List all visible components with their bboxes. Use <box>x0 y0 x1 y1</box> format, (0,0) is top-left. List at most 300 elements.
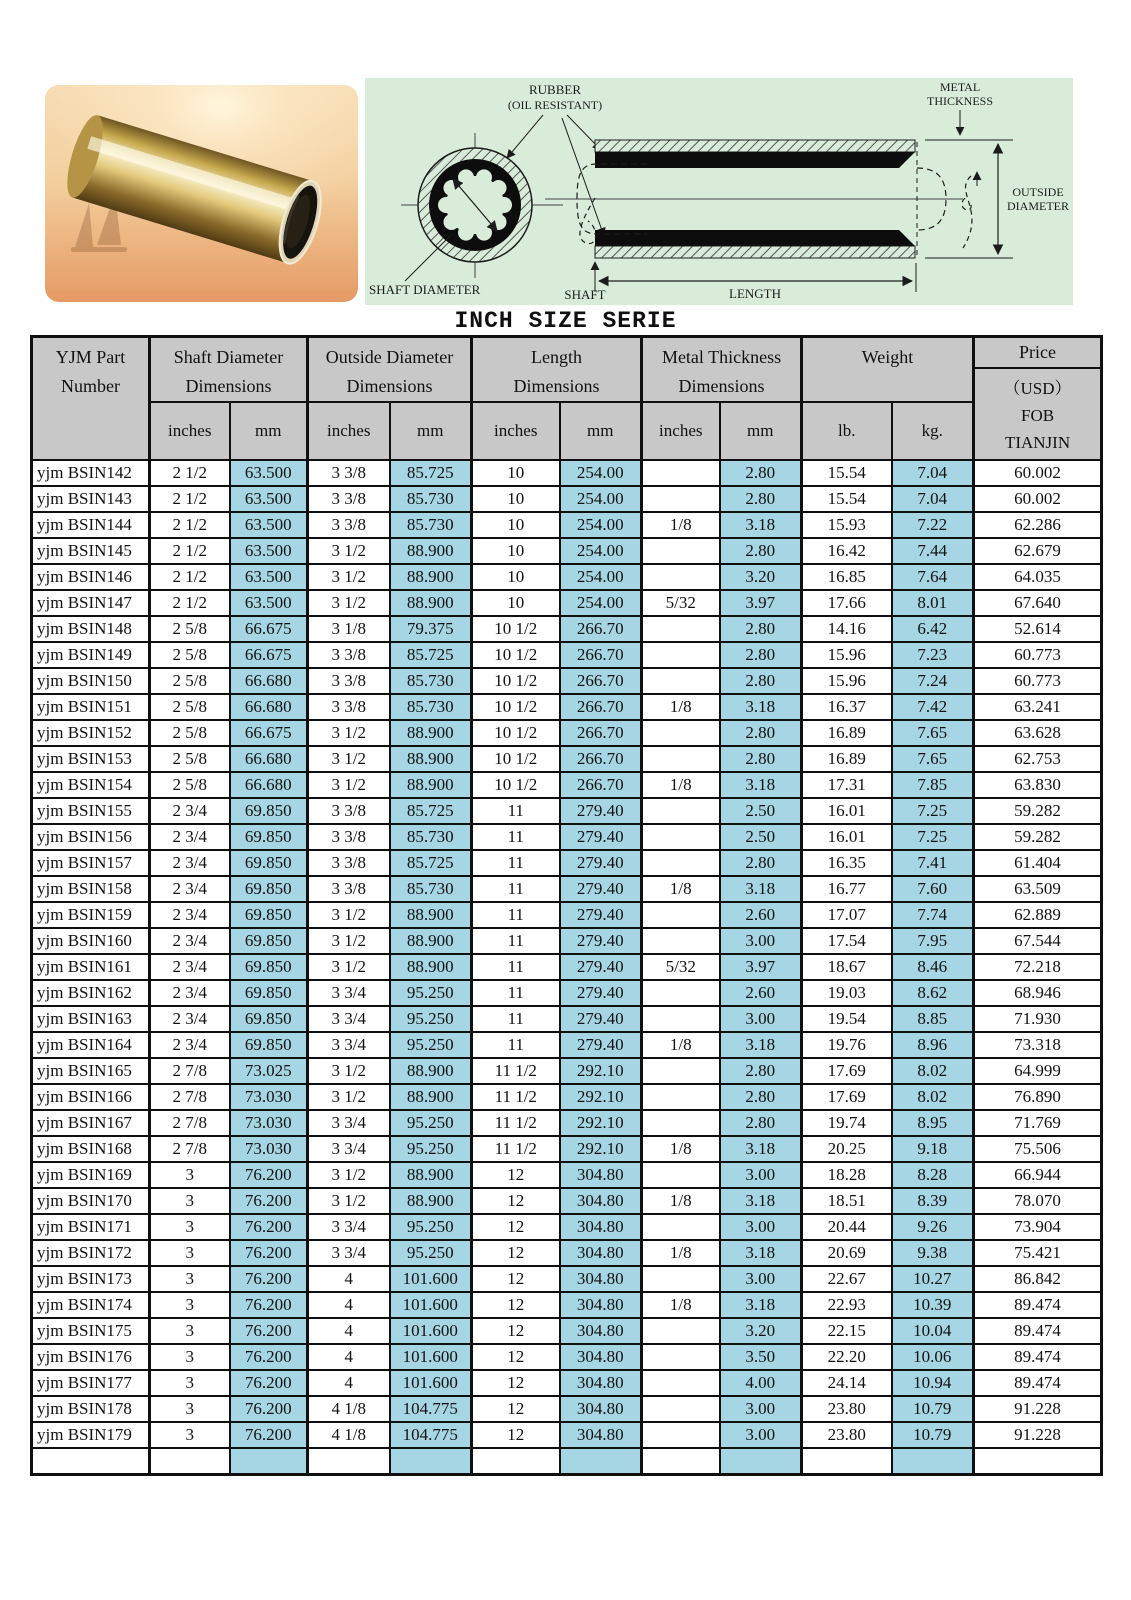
table-cell: 8.95 <box>892 1110 974 1136</box>
table-cell: 3 <box>150 1344 230 1370</box>
table-cell: 11 1/2 <box>472 1136 560 1162</box>
table-cell: 60.002 <box>974 486 1102 512</box>
table-cell: 3 <box>150 1396 230 1422</box>
table-cell: 2 1/2 <box>150 564 230 590</box>
technical-diagram-drawing <box>365 78 1073 305</box>
units-row <box>32 402 1102 460</box>
table-cell <box>642 538 720 564</box>
table-cell <box>642 720 720 746</box>
group-sublabel: Dimensions <box>678 376 765 396</box>
table-cell: 2.50 <box>720 824 802 850</box>
table-cell: yjm BSIN175 <box>32 1318 150 1344</box>
table-cell: yjm BSIN145 <box>32 538 150 564</box>
table-cell: 85.730 <box>390 824 472 850</box>
table-cell: 101.600 <box>390 1370 472 1396</box>
table-cell: 73.025 <box>230 1058 308 1084</box>
table-cell: 9.38 <box>892 1240 974 1266</box>
table-cell: 73.030 <box>230 1110 308 1136</box>
table-cell: 12 <box>472 1214 560 1240</box>
table-cell: 20.69 <box>802 1240 892 1266</box>
table-cell: 95.250 <box>390 1032 472 1058</box>
table-cell: 69.850 <box>230 928 308 954</box>
shaft-diameter-label: SHAFT DIAMETER <box>369 282 481 297</box>
table-cell: 3 <box>150 1214 230 1240</box>
table-cell: 2.80 <box>720 668 802 694</box>
table-cell: 3 <box>150 1240 230 1266</box>
table-cell: 2.80 <box>720 1058 802 1084</box>
table-cell: 2 3/4 <box>150 928 230 954</box>
table-cell: 89.474 <box>974 1318 1102 1344</box>
table-cell: 292.10 <box>560 1110 642 1136</box>
table-cell: 304.80 <box>560 1188 642 1214</box>
table-cell: 3 3/8 <box>308 642 390 668</box>
table-cell: 2 3/4 <box>150 980 230 1006</box>
table-cell: 1/8 <box>642 694 720 720</box>
table-cell: 59.282 <box>974 824 1102 850</box>
page-title: INCH SIZE SERIE <box>454 308 677 334</box>
table-cell: 304.80 <box>560 1344 642 1370</box>
unit-shaft-mm: mm <box>230 402 308 460</box>
table-row <box>32 1292 1102 1318</box>
table-cell: 2 1/2 <box>150 538 230 564</box>
table-cell: 66.675 <box>230 642 308 668</box>
table-cell: 266.70 <box>560 746 642 772</box>
table-cell: 3 3/4 <box>308 1214 390 1240</box>
table-cell: 17.66 <box>802 590 892 616</box>
table-cell: 16.85 <box>802 564 892 590</box>
table-cell: 16.77 <box>802 876 892 902</box>
table-cell: 95.250 <box>390 1214 472 1240</box>
table-cell: 304.80 <box>560 1162 642 1188</box>
table-cell: 3 3/4 <box>308 1240 390 1266</box>
table-row <box>32 1448 1102 1474</box>
table-row <box>32 746 1102 772</box>
table-cell: 11 <box>472 1006 560 1032</box>
table-row <box>32 642 1102 668</box>
table-cell: 69.850 <box>230 1006 308 1032</box>
table-cell: 279.40 <box>560 876 642 902</box>
table-cell: 66.675 <box>230 720 308 746</box>
table-cell: 16.89 <box>802 746 892 772</box>
table-cell: 3.00 <box>720 1396 802 1422</box>
unit-weight-kg: kg. <box>892 402 974 460</box>
table-cell: 60.002 <box>974 460 1102 486</box>
table-cell: 4 <box>308 1266 390 1292</box>
table-cell <box>642 668 720 694</box>
table-cell: 7.65 <box>892 746 974 772</box>
table-row <box>32 1318 1102 1344</box>
table-cell: 66.675 <box>230 616 308 642</box>
table-row <box>32 538 1102 564</box>
table-cell: 3 <box>150 1370 230 1396</box>
table-cell: 3.20 <box>720 564 802 590</box>
table-row <box>32 1266 1102 1292</box>
metal-thickness-label-line2: THICKNESS <box>926 94 994 108</box>
table-cell: 6.42 <box>892 616 974 642</box>
table-cell: 23.80 <box>802 1396 892 1422</box>
table-cell: 3 1/8 <box>308 616 390 642</box>
table-cell: 4 <box>308 1370 390 1396</box>
table-cell: 15.54 <box>802 486 892 512</box>
table-cell: 304.80 <box>560 1370 642 1396</box>
table-cell: 3 <box>150 1422 230 1448</box>
table-cell: 304.80 <box>560 1396 642 1422</box>
table-cell: 73.030 <box>230 1136 308 1162</box>
table-cell: 2 5/8 <box>150 720 230 746</box>
table-cell: 304.80 <box>560 1422 642 1448</box>
table-cell: 292.10 <box>560 1136 642 1162</box>
table-cell: 22.93 <box>802 1292 892 1318</box>
table-cell: 292.10 <box>560 1084 642 1110</box>
table-cell: 3 <box>150 1292 230 1318</box>
outside-diameter-label-line2: DIAMETER <box>1007 199 1069 213</box>
table-cell <box>642 980 720 1006</box>
table-cell: 8.02 <box>892 1084 974 1110</box>
table-cell: 3 3/8 <box>308 798 390 824</box>
table-cell: 69.850 <box>230 1032 308 1058</box>
table-cell: 7.44 <box>892 538 974 564</box>
table-cell: 2 1/2 <box>150 590 230 616</box>
table-cell: 10 1/2 <box>472 746 560 772</box>
table-cell: yjm BSIN165 <box>32 1058 150 1084</box>
table-cell: 3.00 <box>720 1266 802 1292</box>
table-cell: 3 1/2 <box>308 590 390 616</box>
table-cell: 88.900 <box>390 954 472 980</box>
table-cell: 2 7/8 <box>150 1084 230 1110</box>
top-section <box>0 0 1131 308</box>
table-cell: yjm BSIN149 <box>32 642 150 668</box>
table-cell: 88.900 <box>390 590 472 616</box>
table-cell: 266.70 <box>560 772 642 798</box>
table-cell <box>642 928 720 954</box>
table-cell: 12 <box>472 1162 560 1188</box>
table-cell <box>32 1448 150 1474</box>
table-cell: 3.18 <box>720 772 802 798</box>
table-cell: 3.00 <box>720 1162 802 1188</box>
table-cell: 89.474 <box>974 1344 1102 1370</box>
table-cell: 2.80 <box>720 616 802 642</box>
table-cell: 76.200 <box>230 1292 308 1318</box>
table-cell <box>642 1396 720 1422</box>
table-cell: yjm BSIN153 <box>32 746 150 772</box>
table-cell: 254.00 <box>560 564 642 590</box>
table-cell: 62.679 <box>974 538 1102 564</box>
table-cell: 3.18 <box>720 1188 802 1214</box>
table-cell: 19.03 <box>802 980 892 1006</box>
table-cell <box>642 1422 720 1448</box>
table-cell: 75.421 <box>974 1240 1102 1266</box>
table-cell: 11 <box>472 954 560 980</box>
table-cell: 3 <box>150 1318 230 1344</box>
table-row <box>32 850 1102 876</box>
table-cell: 3.18 <box>720 1032 802 1058</box>
table-cell: 62.286 <box>974 512 1102 538</box>
col-header-shaft-diameter <box>150 337 308 403</box>
table-cell: 254.00 <box>560 590 642 616</box>
table-cell: 11 <box>472 928 560 954</box>
table-cell <box>642 460 720 486</box>
table-cell: yjm BSIN156 <box>32 824 150 850</box>
table-cell <box>802 1448 892 1474</box>
table-cell: 254.00 <box>560 460 642 486</box>
table-cell: 1/8 <box>642 1136 720 1162</box>
table-cell: 10 1/2 <box>472 616 560 642</box>
table-cell: 3 1/2 <box>308 902 390 928</box>
table-cell: 7.60 <box>892 876 974 902</box>
table-cell: 8.85 <box>892 1006 974 1032</box>
table-cell: 3 3/4 <box>308 1136 390 1162</box>
table-cell: 254.00 <box>560 512 642 538</box>
table-cell: 95.250 <box>390 1006 472 1032</box>
table-cell: 7.23 <box>892 642 974 668</box>
table-cell: 304.80 <box>560 1214 642 1240</box>
table-cell: 63.500 <box>230 590 308 616</box>
bottom-metal-shell <box>595 246 915 258</box>
table-row <box>32 512 1102 538</box>
table-cell: yjm BSIN161 <box>32 954 150 980</box>
table-cell: 266.70 <box>560 668 642 694</box>
table-cell: 3 3/8 <box>308 850 390 876</box>
table-cell: 104.775 <box>390 1396 472 1422</box>
table-cell: 15.96 <box>802 642 892 668</box>
table-cell <box>642 798 720 824</box>
unit-weight-lb: lb. <box>802 402 892 460</box>
table-cell: 11 1/2 <box>472 1084 560 1110</box>
table-row <box>32 980 1102 1006</box>
table-row <box>32 1006 1102 1032</box>
table-cell: 91.228 <box>974 1396 1102 1422</box>
table-cell: yjm BSIN157 <box>32 850 150 876</box>
outside-diameter-label-line1: OUTSIDE <box>1012 185 1064 199</box>
table-cell: 85.725 <box>390 460 472 486</box>
table-cell <box>642 1370 720 1396</box>
bottom-rubber-layer <box>595 230 915 246</box>
table-cell: 8.02 <box>892 1058 974 1084</box>
table-cell: 12 <box>472 1292 560 1318</box>
table-cell: 2.80 <box>720 1084 802 1110</box>
table-cell: 2 1/2 <box>150 460 230 486</box>
table-cell: yjm BSIN176 <box>32 1344 150 1370</box>
table-cell: 63.628 <box>974 720 1102 746</box>
table-cell: 14.16 <box>802 616 892 642</box>
table-cell: 60.773 <box>974 642 1102 668</box>
table-cell: 71.769 <box>974 1110 1102 1136</box>
table-cell <box>642 1084 720 1110</box>
table-cell: 12 <box>472 1396 560 1422</box>
table-cell <box>642 564 720 590</box>
table-cell: 76.200 <box>230 1266 308 1292</box>
table-cell: 2.80 <box>720 746 802 772</box>
table-cell: 63.509 <box>974 876 1102 902</box>
table-cell: 3 3/8 <box>308 512 390 538</box>
table-cell: 12 <box>472 1266 560 1292</box>
table-cell: yjm BSIN142 <box>32 460 150 486</box>
table-cell: 64.999 <box>974 1058 1102 1084</box>
table-cell: 3 1/2 <box>308 954 390 980</box>
table-cell <box>390 1448 472 1474</box>
table-cell: 3 3/8 <box>308 824 390 850</box>
table-cell: 3.18 <box>720 694 802 720</box>
table-cell: 16.37 <box>802 694 892 720</box>
table-cell <box>642 746 720 772</box>
table-cell: 2 3/4 <box>150 902 230 928</box>
table-cell: yjm BSIN152 <box>32 720 150 746</box>
table-cell: 2.80 <box>720 486 802 512</box>
group-label: Weight <box>861 347 914 367</box>
table-cell: 85.730 <box>390 486 472 512</box>
table-cell: 72.218 <box>974 954 1102 980</box>
table-cell <box>974 1448 1102 1474</box>
table-cell: 15.93 <box>802 512 892 538</box>
table-cell: yjm BSIN169 <box>32 1162 150 1188</box>
table-cell: 88.900 <box>390 772 472 798</box>
table-cell: 3.97 <box>720 954 802 980</box>
table-cell: 1/8 <box>642 772 720 798</box>
table-cell: 76.200 <box>230 1214 308 1240</box>
table-cell: 88.900 <box>390 1058 472 1084</box>
table-cell: 3.18 <box>720 1292 802 1318</box>
table-cell: 5/32 <box>642 954 720 980</box>
table-cell: 2 5/8 <box>150 668 230 694</box>
table-cell: 91.228 <box>974 1422 1102 1448</box>
table-cell <box>642 616 720 642</box>
table-cell: 8.01 <box>892 590 974 616</box>
table-row <box>32 1188 1102 1214</box>
table-cell: 3 1/2 <box>308 928 390 954</box>
table-cell: 63.500 <box>230 538 308 564</box>
table-cell: 2 3/4 <box>150 954 230 980</box>
table-row <box>32 954 1102 980</box>
table-cell: 2.80 <box>720 720 802 746</box>
table-cell: 3 3/8 <box>308 460 390 486</box>
table-cell: 1/8 <box>642 1032 720 1058</box>
table-body <box>32 460 1102 1474</box>
table-row <box>32 1240 1102 1266</box>
table-cell: 3 3/4 <box>308 1110 390 1136</box>
table-row <box>32 902 1102 928</box>
table-cell: yjm BSIN155 <box>32 798 150 824</box>
table-cell <box>642 486 720 512</box>
table-cell: 10.79 <box>892 1422 974 1448</box>
product-photo-illustration <box>45 85 358 302</box>
table-cell: yjm BSIN174 <box>32 1292 150 1318</box>
table-cell: yjm BSIN173 <box>32 1266 150 1292</box>
table-cell: 4.00 <box>720 1370 802 1396</box>
table-cell: 279.40 <box>560 902 642 928</box>
table-cell: 10 <box>472 460 560 486</box>
table-cell: 2 3/4 <box>150 798 230 824</box>
table-cell: 2 5/8 <box>150 746 230 772</box>
table-cell: 66.680 <box>230 694 308 720</box>
table-cell: 1/8 <box>642 1188 720 1214</box>
table-cell: 22.15 <box>802 1318 892 1344</box>
table-row <box>32 1084 1102 1110</box>
table-cell: 3 <box>150 1162 230 1188</box>
table-cell <box>720 1448 802 1474</box>
table-cell: 3.18 <box>720 1136 802 1162</box>
table-cell: 10 <box>472 512 560 538</box>
table-cell: 85.730 <box>390 876 472 902</box>
table-cell: 2 7/8 <box>150 1110 230 1136</box>
table-cell: yjm BSIN160 <box>32 928 150 954</box>
table-cell: yjm BSIN167 <box>32 1110 150 1136</box>
table-cell: 10.94 <box>892 1370 974 1396</box>
table-row <box>32 876 1102 902</box>
table-cell: 266.70 <box>560 616 642 642</box>
table-cell: 20.44 <box>802 1214 892 1240</box>
table-cell: 1/8 <box>642 1292 720 1318</box>
table-cell: 2 3/4 <box>150 824 230 850</box>
table-cell: 22.67 <box>802 1266 892 1292</box>
table-cell: 88.900 <box>390 720 472 746</box>
table-cell: yjm BSIN150 <box>32 668 150 694</box>
table-cell: 292.10 <box>560 1058 642 1084</box>
table-cell: 85.725 <box>390 642 472 668</box>
table-cell: 7.25 <box>892 798 974 824</box>
table-cell: yjm BSIN178 <box>32 1396 150 1422</box>
table-cell: 88.900 <box>390 928 472 954</box>
table-cell: 7.85 <box>892 772 974 798</box>
table-cell: 63.830 <box>974 772 1102 798</box>
table-cell: 10.27 <box>892 1266 974 1292</box>
table-cell: 66.680 <box>230 772 308 798</box>
table-cell: 73.318 <box>974 1032 1102 1058</box>
table-cell: 67.640 <box>974 590 1102 616</box>
table-cell: 95.250 <box>390 1240 472 1266</box>
table-cell: 63.500 <box>230 460 308 486</box>
table-cell <box>642 1344 720 1370</box>
table-row <box>32 720 1102 746</box>
table-cell: 3 1/2 <box>308 564 390 590</box>
table-cell: 7.24 <box>892 668 974 694</box>
col-header-price-sub <box>974 368 1102 461</box>
table-cell: 9.26 <box>892 1214 974 1240</box>
table-cell <box>642 850 720 876</box>
table-cell: yjm BSIN170 <box>32 1188 150 1214</box>
group-sublabel: Dimensions <box>185 376 272 396</box>
col-header-part-number <box>32 337 150 461</box>
table-cell: 3 1/2 <box>308 720 390 746</box>
table-cell: 88.900 <box>390 538 472 564</box>
table-cell: 12 <box>472 1318 560 1344</box>
table-cell: 12 <box>472 1240 560 1266</box>
table-cell: 2.80 <box>720 460 802 486</box>
table-cell: 2 5/8 <box>150 616 230 642</box>
table-header <box>32 337 1102 461</box>
table-cell: 4 <box>308 1318 390 1344</box>
table-cell: 85.730 <box>390 512 472 538</box>
table-cell: 18.28 <box>802 1162 892 1188</box>
table-cell: 2 7/8 <box>150 1136 230 1162</box>
table-cell: 279.40 <box>560 1006 642 1032</box>
table-cell: 63.500 <box>230 564 308 590</box>
table-row <box>32 694 1102 720</box>
group-label: Shaft Diameter <box>173 347 284 367</box>
table-cell <box>560 1448 642 1474</box>
table-cell: 19.74 <box>802 1110 892 1136</box>
table-cell: 3.00 <box>720 1422 802 1448</box>
table-cell: 8.62 <box>892 980 974 1006</box>
table-row <box>32 1422 1102 1448</box>
table-cell: 16.89 <box>802 720 892 746</box>
table-cell: 3 <box>150 1266 230 1292</box>
col-header-weight <box>802 337 974 403</box>
table-cell: 17.07 <box>802 902 892 928</box>
table-cell: 22.20 <box>802 1344 892 1370</box>
price-fob: FOB <box>1020 405 1055 425</box>
unit-mt-inches: inches <box>642 402 720 460</box>
table-cell: 12 <box>472 1370 560 1396</box>
